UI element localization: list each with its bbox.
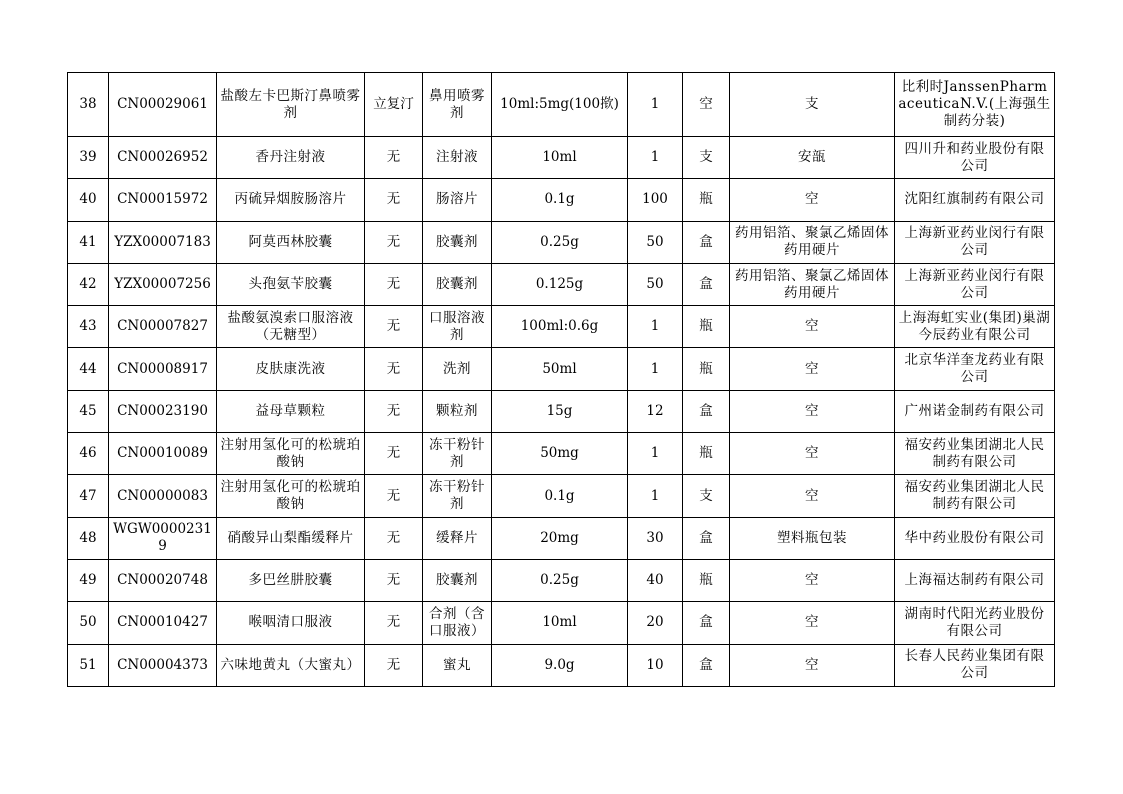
drug-code-cell: YZX00007256	[109, 263, 217, 305]
table-body	[68, 73, 1055, 687]
dosage-form-cell: 冻干粉针剂	[423, 475, 492, 517]
specification-cell: 0.1g	[492, 179, 628, 221]
packaging-material-cell: 塑料瓶包装	[730, 517, 895, 559]
row-number-cell: 41	[68, 221, 109, 263]
package-quantity-cell: 1	[628, 433, 683, 475]
manufacturer-cell: 四川升和药业股份有限公司	[895, 137, 1055, 179]
packaging-material-cell: 支	[730, 73, 895, 137]
manufacturer-cell: 上海福达制药有限公司	[895, 559, 1055, 601]
specification-cell: 20mg	[492, 517, 628, 559]
trade-name-cell: 无	[365, 475, 423, 517]
package-unit-cell: 瓶	[683, 306, 730, 348]
specification-cell: 50ml	[492, 348, 628, 390]
drug-code-cell: CN00000083	[109, 475, 217, 517]
table-row	[68, 306, 1055, 348]
packaging-material-cell: 空	[730, 644, 895, 686]
row-number-cell: 40	[68, 179, 109, 221]
package-unit-cell: 盒	[683, 644, 730, 686]
dosage-form-cell: 蜜丸	[423, 644, 492, 686]
drug-code-cell: CN00004373	[109, 644, 217, 686]
dosage-form-cell: 胶囊剂	[423, 263, 492, 305]
drug-name-cell: 硝酸异山梨酯缓释片	[217, 517, 365, 559]
trade-name-cell: 无	[365, 390, 423, 432]
manufacturer-cell: 福安药业集团湖北人民制药有限公司	[895, 433, 1055, 475]
manufacturer-cell: 上海新亚药业闵行有限公司	[895, 263, 1055, 305]
dosage-form-cell: 胶囊剂	[423, 221, 492, 263]
table-row	[68, 221, 1055, 263]
row-number-cell: 46	[68, 433, 109, 475]
specification-cell: 100ml:0.6g	[492, 306, 628, 348]
row-number-cell: 47	[68, 475, 109, 517]
package-quantity-cell: 1	[628, 306, 683, 348]
table-row	[68, 475, 1055, 517]
manufacturer-cell: 湖南时代阳光药业股份有限公司	[895, 602, 1055, 644]
trade-name-cell: 无	[365, 179, 423, 221]
packaging-material-cell: 安瓿	[730, 137, 895, 179]
manufacturer-cell: 华中药业股份有限公司	[895, 517, 1055, 559]
package-quantity-cell: 20	[628, 602, 683, 644]
manufacturer-cell: 沈阳红旗制药有限公司	[895, 179, 1055, 221]
package-unit-cell: 盒	[683, 390, 730, 432]
package-quantity-cell: 10	[628, 644, 683, 686]
manufacturer-cell: 比利时JanssenPharmaceuticaN.V.(上海强生制药分装)	[895, 73, 1055, 137]
manufacturer-cell: 北京华洋奎龙药业有限公司	[895, 348, 1055, 390]
dosage-form-cell: 合剂（含口服液）	[423, 602, 492, 644]
package-unit-cell: 盒	[683, 221, 730, 263]
drug-name-cell: 丙硫异烟胺肠溶片	[217, 179, 365, 221]
packaging-material-cell: 空	[730, 602, 895, 644]
manufacturer-cell: 上海新亚药业闵行有限公司	[895, 221, 1055, 263]
package-unit-cell: 支	[683, 137, 730, 179]
dosage-form-cell: 缓释片	[423, 517, 492, 559]
manufacturer-cell: 长春人民药业集团有限公司	[895, 644, 1055, 686]
drug-code-cell: CN00010427	[109, 602, 217, 644]
trade-name-cell: 无	[365, 559, 423, 601]
manufacturer-cell: 福安药业集团湖北人民制药有限公司	[895, 475, 1055, 517]
dosage-form-cell: 洗剂	[423, 348, 492, 390]
specification-cell: 0.1g	[492, 475, 628, 517]
table-row	[68, 433, 1055, 475]
package-quantity-cell: 100	[628, 179, 683, 221]
package-quantity-cell: 40	[628, 559, 683, 601]
drug-code-cell: CN00010089	[109, 433, 217, 475]
table-row	[68, 263, 1055, 305]
package-quantity-cell: 1	[628, 475, 683, 517]
specification-cell: 0.25g	[492, 221, 628, 263]
packaging-material-cell: 空	[730, 433, 895, 475]
package-unit-cell: 盒	[683, 517, 730, 559]
dosage-form-cell: 注射液	[423, 137, 492, 179]
package-quantity-cell: 50	[628, 263, 683, 305]
table-row	[68, 517, 1055, 559]
trade-name-cell: 无	[365, 644, 423, 686]
trade-name-cell: 立复汀	[365, 73, 423, 137]
packaging-material-cell: 空	[730, 348, 895, 390]
specification-cell: 10ml:5mg(100揿)	[492, 73, 628, 137]
package-unit-cell: 空	[683, 73, 730, 137]
dosage-form-cell: 口服溶液剂	[423, 306, 492, 348]
packaging-material-cell: 药用铝箔、聚氯乙烯固体药用硬片	[730, 263, 895, 305]
drug-name-cell: 喉咽清口服液	[217, 602, 365, 644]
drug-code-cell: YZX00007183	[109, 221, 217, 263]
row-number-cell: 38	[68, 73, 109, 137]
packaging-material-cell: 空	[730, 306, 895, 348]
row-number-cell: 50	[68, 602, 109, 644]
dosage-form-cell: 胶囊剂	[423, 559, 492, 601]
drug-code-cell: WGW00002319	[109, 517, 217, 559]
dosage-form-cell: 鼻用喷雾剂	[423, 73, 492, 137]
trade-name-cell: 无	[365, 433, 423, 475]
dosage-form-cell: 颗粒剂	[423, 390, 492, 432]
specification-cell: 9.0g	[492, 644, 628, 686]
drug-name-cell: 盐酸氨溴索口服溶液（无糖型）	[217, 306, 365, 348]
package-unit-cell: 瓶	[683, 179, 730, 221]
package-quantity-cell: 1	[628, 73, 683, 137]
package-quantity-cell: 50	[628, 221, 683, 263]
drug-code-cell: CN00007827	[109, 306, 217, 348]
trade-name-cell: 无	[365, 263, 423, 305]
package-unit-cell: 盒	[683, 263, 730, 305]
drug-list-table	[67, 72, 1055, 687]
package-unit-cell: 瓶	[683, 559, 730, 601]
dosage-form-cell: 冻干粉针剂	[423, 433, 492, 475]
row-number-cell: 43	[68, 306, 109, 348]
drug-name-cell: 盐酸左卡巴斯汀鼻喷雾剂	[217, 73, 365, 137]
package-quantity-cell: 1	[628, 137, 683, 179]
package-unit-cell: 瓶	[683, 348, 730, 390]
specification-cell: 0.25g	[492, 559, 628, 601]
drug-name-cell: 多巴丝肼胶囊	[217, 559, 365, 601]
trade-name-cell: 无	[365, 517, 423, 559]
packaging-material-cell: 空	[730, 475, 895, 517]
table-row	[68, 644, 1055, 686]
package-unit-cell: 瓶	[683, 433, 730, 475]
specification-cell: 15g	[492, 390, 628, 432]
drug-name-cell: 皮肤康洗液	[217, 348, 365, 390]
trade-name-cell: 无	[365, 348, 423, 390]
row-number-cell: 45	[68, 390, 109, 432]
package-unit-cell: 盒	[683, 602, 730, 644]
row-number-cell: 42	[68, 263, 109, 305]
drug-name-cell: 益母草颗粒	[217, 390, 365, 432]
packaging-material-cell: 药用铝箔、聚氯乙烯固体药用硬片	[730, 221, 895, 263]
manufacturer-cell: 上海海虹实业(集团)巢湖今辰药业有限公司	[895, 306, 1055, 348]
row-number-cell: 44	[68, 348, 109, 390]
trade-name-cell: 无	[365, 306, 423, 348]
specification-cell: 10ml	[492, 602, 628, 644]
specification-cell: 0.125g	[492, 263, 628, 305]
specification-cell: 10ml	[492, 137, 628, 179]
drug-code-cell: CN00020748	[109, 559, 217, 601]
row-number-cell: 51	[68, 644, 109, 686]
row-number-cell: 49	[68, 559, 109, 601]
drug-code-cell: CN00023190	[109, 390, 217, 432]
drug-code-cell: CN00026952	[109, 137, 217, 179]
package-quantity-cell: 1	[628, 348, 683, 390]
dosage-form-cell: 肠溶片	[423, 179, 492, 221]
drug-name-cell: 注射用氢化可的松琥珀酸钠	[217, 475, 365, 517]
drug-name-cell: 头孢氨苄胶囊	[217, 263, 365, 305]
package-unit-cell: 支	[683, 475, 730, 517]
package-quantity-cell: 12	[628, 390, 683, 432]
table-row	[68, 73, 1055, 137]
drug-code-cell: CN00008917	[109, 348, 217, 390]
table-row	[68, 390, 1055, 432]
table-row	[68, 602, 1055, 644]
document-page	[67, 72, 1055, 687]
drug-name-cell: 香丹注射液	[217, 137, 365, 179]
drug-code-cell: CN00029061	[109, 73, 217, 137]
table-row	[68, 137, 1055, 179]
table-row	[68, 348, 1055, 390]
packaging-material-cell: 空	[730, 179, 895, 221]
table-row	[68, 559, 1055, 601]
drug-code-cell: CN00015972	[109, 179, 217, 221]
row-number-cell: 39	[68, 137, 109, 179]
drug-name-cell: 阿莫西林胶囊	[217, 221, 365, 263]
trade-name-cell: 无	[365, 137, 423, 179]
table-row	[68, 179, 1055, 221]
trade-name-cell: 无	[365, 221, 423, 263]
trade-name-cell: 无	[365, 602, 423, 644]
row-number-cell: 48	[68, 517, 109, 559]
packaging-material-cell: 空	[730, 390, 895, 432]
specification-cell: 50mg	[492, 433, 628, 475]
packaging-material-cell: 空	[730, 559, 895, 601]
drug-name-cell: 六味地黄丸（大蜜丸）	[217, 644, 365, 686]
package-quantity-cell: 30	[628, 517, 683, 559]
drug-name-cell: 注射用氢化可的松琥珀酸钠	[217, 433, 365, 475]
manufacturer-cell: 广州诺金制药有限公司	[895, 390, 1055, 432]
